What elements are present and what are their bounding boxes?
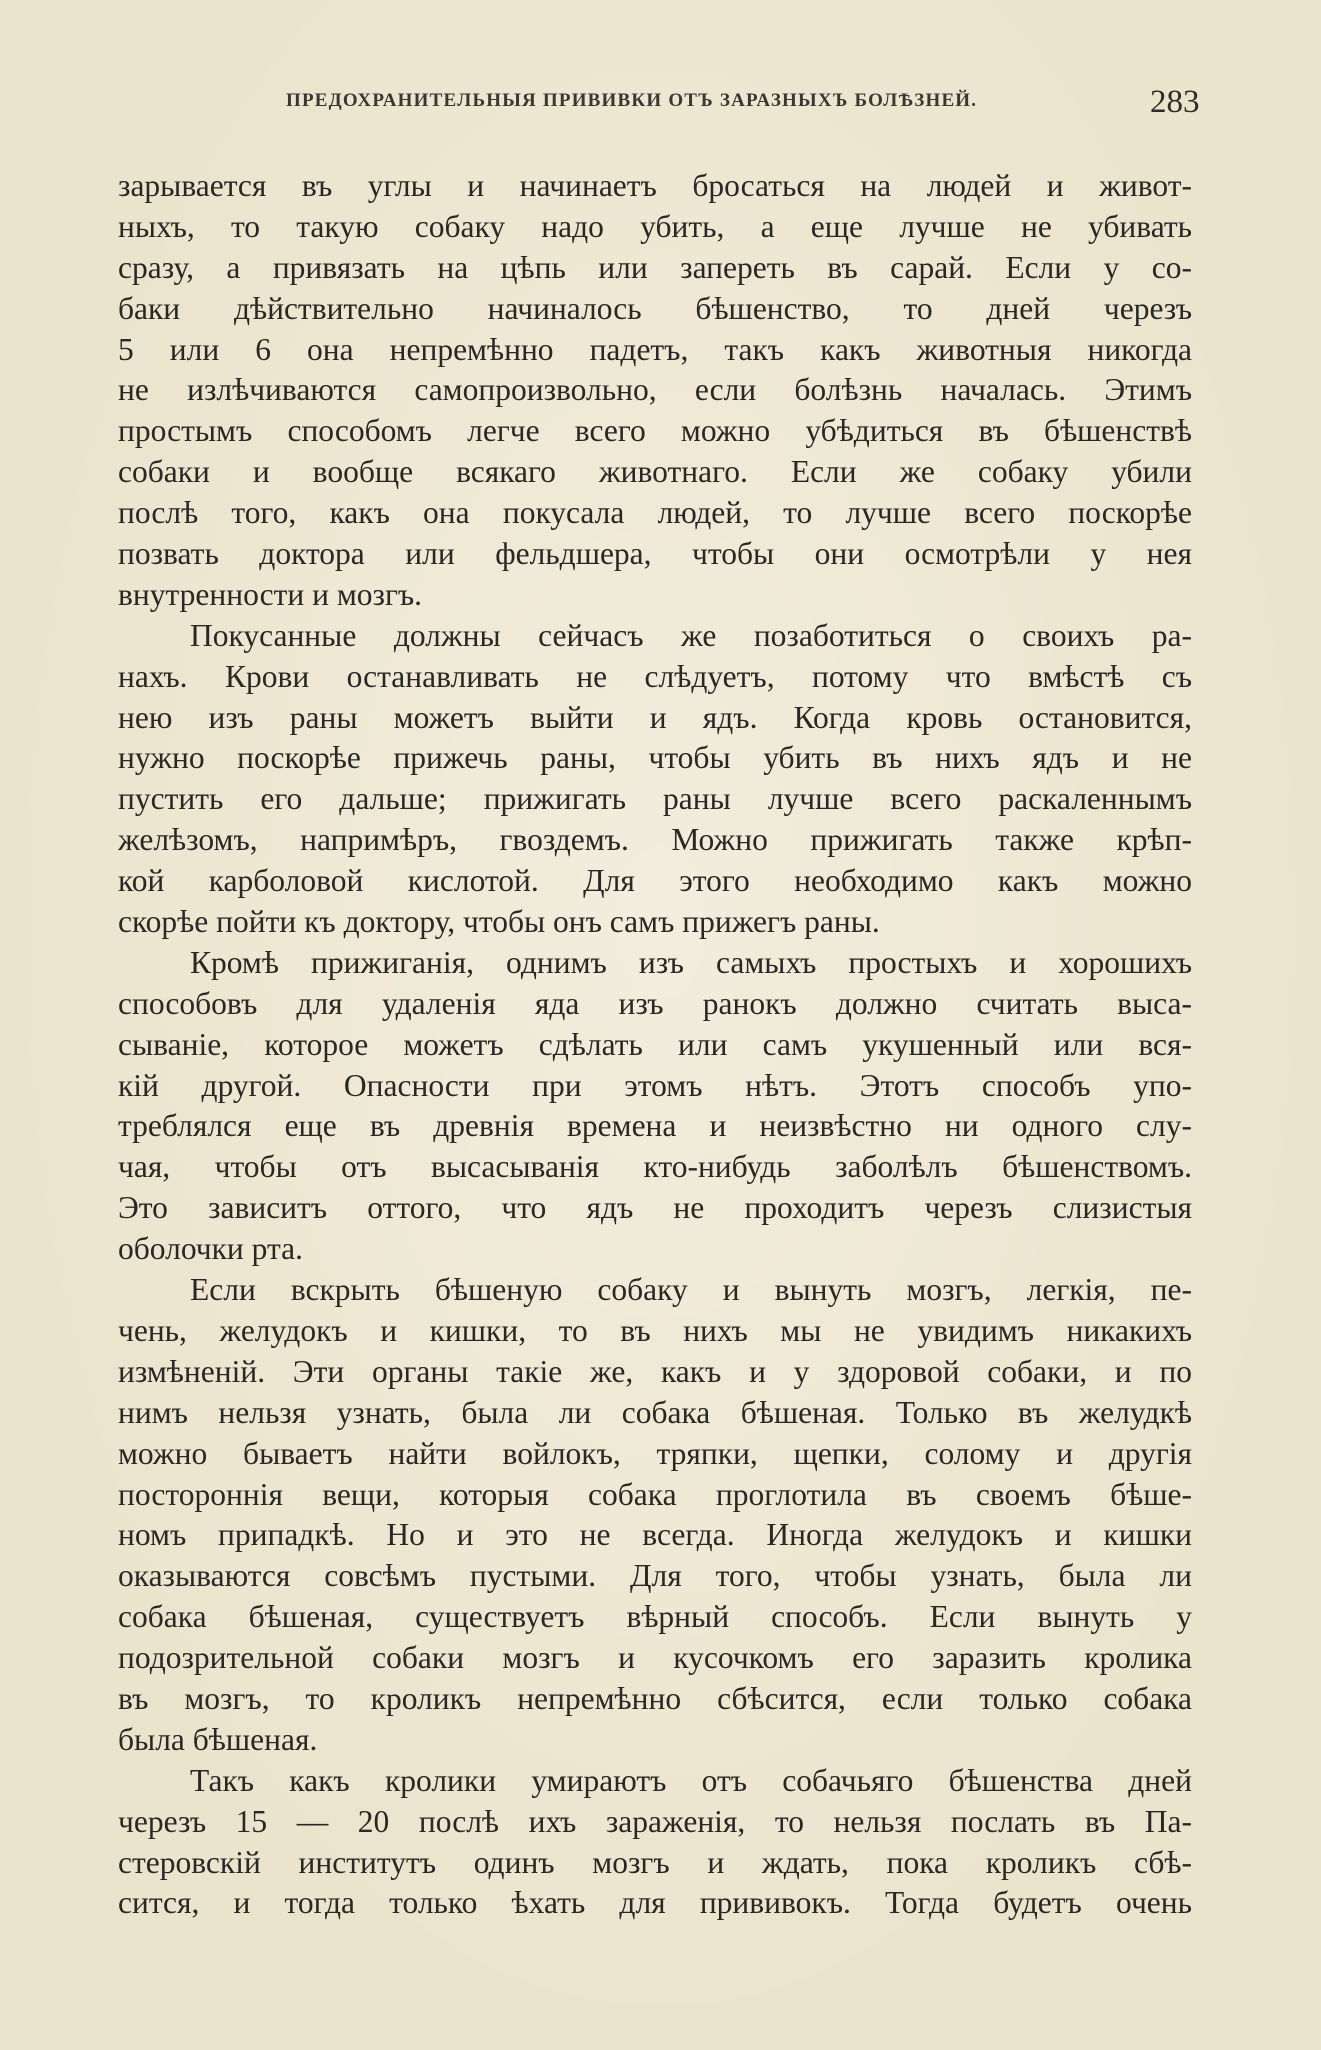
text-line: подозрительной собаки мозгъ и кусочкомъ его заразить кролика (118, 1640, 1192, 1676)
text-line: номъ припадкѣ. Но и это не всегда. Иногда желудокъ и кишки (118, 1517, 1192, 1553)
text-line: кой карболовой кислотой. Для этого необходимо какъ можно (118, 863, 1192, 899)
text-line: Это зависитъ оттого, что ядъ не проходитъ черезъ слизистыя (118, 1190, 1192, 1226)
paragraph-end-line: скорѣе пойти къ доктору, чтобы онъ самъ прижегъ раны. (118, 904, 880, 940)
text-line: желѣзомъ, напримѣръ, гвоздемъ. Можно прижигать также крѣп- (118, 822, 1192, 858)
text-line: нужно поскорѣе прижечь раны, чтобы убить въ нихъ ядъ и не (118, 740, 1192, 776)
text-line: 5 или 6 она непремѣнно падетъ, такъ какъ животныя никогда (118, 331, 1192, 367)
text-line: нахъ. Крови останавливать не слѣдуетъ, потому что вмѣстѣ съ (118, 658, 1192, 694)
text-line: ныхъ, то такую собаку надо убить, а еще лучше не убивать (118, 208, 1192, 244)
text-line: чая, чтобы отъ высасыванія кто-нибудь заболѣлъ бѣшенствомъ. (118, 1149, 1192, 1185)
text-line: сразу, а привязать на цѣпь или запереть въ сарай. Если у со- (118, 249, 1192, 285)
text-line: нимъ нельзя узнать, была ли собака бѣшеная. Только въ желудкѣ (118, 1394, 1192, 1430)
paragraph-first-line: Покусанные должны сейчасъ же позаботиться о своихъ ра- (190, 617, 1192, 653)
text-line: пустить его дальше; прижигать раны лучше всего раскаленнымъ (118, 781, 1192, 817)
text-line: позвать доктора или фельдшера, чтобы они осмотрѣли у нея (118, 536, 1192, 572)
text-line: не излѣчиваются самопроизвольно, если болѣзнь началась. Этимъ (118, 372, 1192, 408)
paragraph-first-line: Кромѣ прижиганія, однимъ изъ самыхъ простыхъ и хорошихъ (190, 944, 1192, 980)
text-line: стеровскій институтъ одинъ мозгъ и ждать, пока кроликъ сбѣ- (118, 1844, 1192, 1880)
running-head (0, 84, 1321, 124)
text-line: можно бываетъ найти войлокъ, тряпки, щепки, солому и другія (118, 1435, 1192, 1471)
body-text (118, 166, 1192, 1924)
paragraph-end-line: внутренности и мозгъ. (118, 576, 423, 612)
running-title: ПРЕДОХРАНИТЕЛЬНЫЯ ПРИВИВКИ ОТЪ ЗАРАЗНЫХЪ БОЛѢЗНЕЙ. (286, 90, 978, 111)
text-line: баки дѣйствительно начиналось бѣшенство, то дней черезъ (118, 290, 1192, 326)
text-line: собаки и вообще всякаго животнаго. Если же собаку убили (118, 454, 1192, 490)
paragraph-first-line: Если вскрыть бѣшеную собаку и вынуть мозгъ, легкія, пе- (190, 1272, 1192, 1308)
text-line: оказываются совсѣмъ пустыми. Для того, чтобы узнать, была ли (118, 1558, 1192, 1594)
text-line: чень, желудокъ и кишки, то въ нихъ мы не увидимъ никакихъ (118, 1312, 1192, 1348)
text-line: треблялся еще въ древнія времена и неизвѣстно ни одного слу- (118, 1108, 1192, 1144)
text-line: послѣ того, какъ она покусала людей, то лучше всего поскорѣе (118, 495, 1192, 531)
text-line: кій другой. Опасности при этомъ нѣтъ. Этотъ способъ упо- (118, 1067, 1192, 1103)
text-line: сываніе, которое можетъ сдѣлать или самъ укушенный или вся- (118, 1026, 1192, 1062)
text-line: простымъ способомъ легче всего можно убѣдиться въ бѣшенствѣ (118, 413, 1192, 449)
text-line: сится, и тогда только ѣхать для прививокъ. Тогда будетъ очень (118, 1885, 1192, 1921)
paragraph-end-line: была бѣшеная. (118, 1721, 318, 1757)
text-line: измѣненій. Эти органы такіе же, какъ и у здоровой собаки, и по (118, 1353, 1192, 1389)
page-number: 283 (1150, 84, 1200, 120)
text-line: въ мозгъ, то кроликъ непремѣнно сбѣсится, если только собака (118, 1680, 1192, 1716)
paragraph-end-line: оболочки рта. (118, 1231, 303, 1267)
text-line: способовъ для удаленія яда изъ ранокъ должно считать выса- (118, 985, 1192, 1021)
text-line: зарывается въ углы и начинаетъ бросаться на людей и живот- (118, 168, 1192, 203)
text-line: постороннія вещи, которыя собака проглотила въ своемъ бѣше- (118, 1476, 1192, 1512)
text-line: собака бѣшеная, существуетъ вѣрный способъ. Если вынуть у (118, 1599, 1192, 1635)
text-line: черезъ 15 — 20 послѣ ихъ зараженія, то нельзя послать въ Па- (118, 1803, 1192, 1839)
text-line: нею изъ раны можетъ выйти и ядъ. Когда кровь остановится, (118, 699, 1192, 735)
paragraph-first-line: Такъ какъ кролики умираютъ отъ собачьяго бѣшенства дней (190, 1762, 1192, 1798)
